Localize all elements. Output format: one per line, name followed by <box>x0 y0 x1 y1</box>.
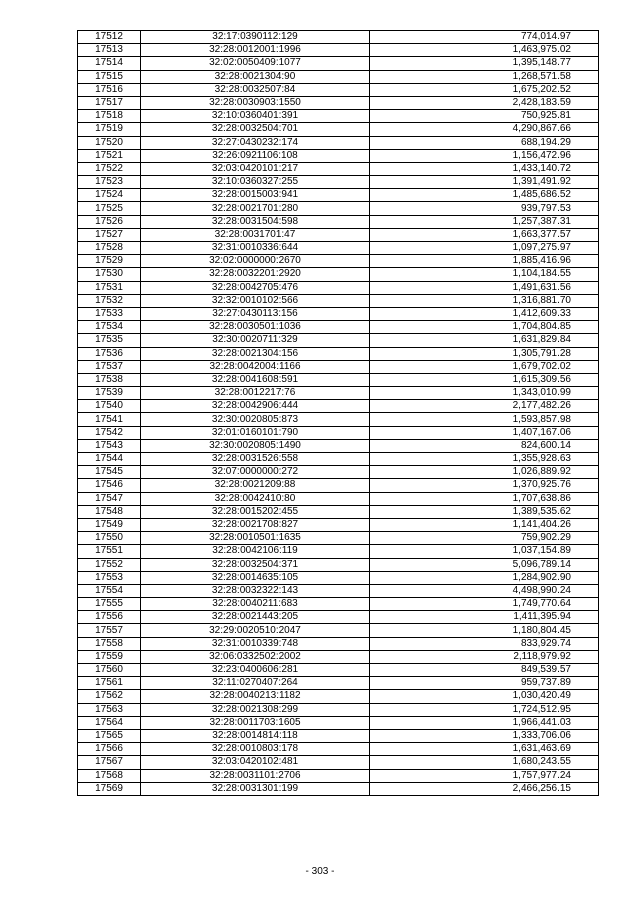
table-row <box>78 729 599 742</box>
cadastral-number-cell: 32:27:0430232:174 <box>141 136 370 149</box>
table-row <box>78 321 599 334</box>
value-cell: 1,370,925.76 <box>370 479 599 492</box>
value-cell: 1,463,975.02 <box>370 44 599 57</box>
value-cell: 2,177,482.26 <box>370 400 599 413</box>
table-row <box>78 57 599 70</box>
row-number-cell: 17515 <box>78 70 141 83</box>
value-cell: 1,333,706.06 <box>370 729 599 742</box>
row-number-cell: 17566 <box>78 743 141 756</box>
value-cell: 1,593,857.98 <box>370 413 599 426</box>
row-number-cell: 17525 <box>78 202 141 215</box>
table-row <box>78 650 599 663</box>
row-number-cell: 17516 <box>78 83 141 96</box>
table-row <box>78 479 599 492</box>
table-row <box>78 518 599 531</box>
table-row <box>78 611 599 624</box>
row-number-cell: 17530 <box>78 268 141 281</box>
cadastral-number-cell: 32:30:0020805:873 <box>141 413 370 426</box>
table-row <box>78 703 599 716</box>
table-row <box>78 532 599 545</box>
row-number-cell: 17556 <box>78 611 141 624</box>
value-cell: 1,679,702.02 <box>370 360 599 373</box>
value-cell: 849,539.57 <box>370 664 599 677</box>
cadastral-number-cell: 32:28:0031101:2706 <box>141 769 370 782</box>
value-cell: 1,724,512.95 <box>370 703 599 716</box>
cadastral-number-cell: 32:28:0031301:199 <box>141 782 370 795</box>
table-row <box>78 228 599 241</box>
row-number-cell: 17559 <box>78 650 141 663</box>
cadastral-number-cell: 32:28:0032504:371 <box>141 558 370 571</box>
value-cell: 1,485,686.52 <box>370 189 599 202</box>
row-number-cell: 17561 <box>78 677 141 690</box>
table-row <box>78 439 599 452</box>
table-row <box>78 307 599 320</box>
table-row <box>78 756 599 769</box>
row-number-cell: 17543 <box>78 439 141 452</box>
table-row <box>78 782 599 795</box>
page-number: - 303 - <box>305 866 335 877</box>
table-row <box>78 545 599 558</box>
cadastral-number-cell: 32:30:0020711:329 <box>141 334 370 347</box>
value-cell: 1,097,275.97 <box>370 242 599 255</box>
table-row <box>78 624 599 637</box>
value-cell: 2,428,183.59 <box>370 96 599 109</box>
value-cell: 1,026,889.92 <box>370 466 599 479</box>
table-row <box>78 426 599 439</box>
value-cell: 1,412,609.33 <box>370 307 599 320</box>
table-row <box>78 189 599 202</box>
value-cell: 1,757,977.24 <box>370 769 599 782</box>
row-number-cell: 17514 <box>78 57 141 70</box>
cadastral-number-cell: 32:32:0010102:566 <box>141 294 370 307</box>
cadastral-value-table <box>77 30 599 796</box>
cadastral-number-cell: 32:06:0332502:2002 <box>141 650 370 663</box>
cadastral-number-cell: 32:28:0042106:119 <box>141 545 370 558</box>
value-cell: 1,675,202.52 <box>370 83 599 96</box>
cadastral-number-cell: 32:01:0160101:790 <box>141 426 370 439</box>
value-cell: 1,037,154.89 <box>370 545 599 558</box>
table-row <box>78 637 599 650</box>
cadastral-number-cell: 32:28:0042906:444 <box>141 400 370 413</box>
row-number-cell: 17517 <box>78 96 141 109</box>
row-number-cell: 17536 <box>78 347 141 360</box>
value-cell: 1,407,167.06 <box>370 426 599 439</box>
row-number-cell: 17548 <box>78 505 141 518</box>
row-number-cell: 17534 <box>78 321 141 334</box>
table-row <box>78 202 599 215</box>
cadastral-number-cell: 32:28:0010803:178 <box>141 743 370 756</box>
cadastral-number-cell: 32:28:0021443:205 <box>141 611 370 624</box>
row-number-cell: 17544 <box>78 453 141 466</box>
value-cell: 1,156,472.96 <box>370 149 599 162</box>
row-number-cell: 17546 <box>78 479 141 492</box>
value-cell: 5,096,789.14 <box>370 558 599 571</box>
value-cell: 1,615,309.56 <box>370 373 599 386</box>
row-number-cell: 17558 <box>78 637 141 650</box>
value-cell: 833,929.74 <box>370 637 599 650</box>
table-row <box>78 677 599 690</box>
cadastral-number-cell: 32:28:0042705:476 <box>141 281 370 294</box>
value-cell: 939,797.53 <box>370 202 599 215</box>
table-row <box>78 123 599 136</box>
value-cell: 1,395,148.77 <box>370 57 599 70</box>
row-number-cell: 17529 <box>78 255 141 268</box>
table-row <box>78 268 599 281</box>
table-row <box>78 466 599 479</box>
table-row <box>78 373 599 386</box>
table-row <box>78 176 599 189</box>
row-number-cell: 17512 <box>78 31 141 44</box>
table-row <box>78 70 599 83</box>
cadastral-number-cell: 32:29:0020510:2047 <box>141 624 370 637</box>
cadastral-number-cell: 32:28:0042004:1166 <box>141 360 370 373</box>
table-row <box>78 769 599 782</box>
cadastral-number-cell: 32:03:0420101:217 <box>141 162 370 175</box>
value-cell: 959,737.89 <box>370 677 599 690</box>
row-number-cell: 17521 <box>78 149 141 162</box>
cadastral-number-cell: 32:10:0360327:255 <box>141 176 370 189</box>
row-number-cell: 17524 <box>78 189 141 202</box>
value-cell: 2,466,256.15 <box>370 782 599 795</box>
row-number-cell: 17547 <box>78 492 141 505</box>
row-number-cell: 17562 <box>78 690 141 703</box>
table-row <box>78 31 599 44</box>
row-number-cell: 17545 <box>78 466 141 479</box>
value-cell: 1,343,010.99 <box>370 387 599 400</box>
value-cell: 1,663,377.57 <box>370 228 599 241</box>
row-number-cell: 17555 <box>78 598 141 611</box>
cadastral-number-cell: 32:31:0010339:748 <box>141 637 370 650</box>
value-cell: 1,631,829.84 <box>370 334 599 347</box>
cadastral-number-cell: 32:28:0032507:84 <box>141 83 370 96</box>
cadastral-number-cell: 32:17:0390112:129 <box>141 31 370 44</box>
table-row <box>78 334 599 347</box>
cadastral-number-cell: 32:28:0031504:598 <box>141 215 370 228</box>
cadastral-number-cell: 32:11:0270407:264 <box>141 677 370 690</box>
cadastral-number-cell: 32:28:0030903:1550 <box>141 96 370 109</box>
cadastral-number-cell: 32:30:0020805:1490 <box>141 439 370 452</box>
cadastral-number-cell: 32:28:0010501:1635 <box>141 532 370 545</box>
row-number-cell: 17551 <box>78 545 141 558</box>
value-cell: 1,257,387.31 <box>370 215 599 228</box>
value-cell: 4,498,990.24 <box>370 584 599 597</box>
table-row <box>78 453 599 466</box>
value-cell: 759,902.29 <box>370 532 599 545</box>
value-cell: 774,014.97 <box>370 31 599 44</box>
cadastral-number-cell: 32:28:0015003:941 <box>141 189 370 202</box>
cadastral-number-cell: 32:28:0042410:80 <box>141 492 370 505</box>
value-cell: 1,355,928.63 <box>370 453 599 466</box>
row-number-cell: 17531 <box>78 281 141 294</box>
table-row <box>78 215 599 228</box>
table-row <box>78 149 599 162</box>
cadastral-number-cell: 32:28:0032322:143 <box>141 584 370 597</box>
row-number-cell: 17522 <box>78 162 141 175</box>
row-number-cell: 17557 <box>78 624 141 637</box>
cadastral-number-cell: 32:02:0000000:2670 <box>141 255 370 268</box>
row-number-cell: 17563 <box>78 703 141 716</box>
table-body <box>78 31 599 796</box>
cadastral-number-cell: 32:28:0031526:558 <box>141 453 370 466</box>
cadastral-number-cell: 32:02:0050409:1077 <box>141 57 370 70</box>
row-number-cell: 17541 <box>78 413 141 426</box>
cadastral-number-cell: 32:27:0430113:156 <box>141 307 370 320</box>
table-row <box>78 162 599 175</box>
row-number-cell: 17523 <box>78 176 141 189</box>
row-number-cell: 17540 <box>78 400 141 413</box>
cadastral-number-cell: 32:28:0041608:591 <box>141 373 370 386</box>
value-cell: 1,491,631.56 <box>370 281 599 294</box>
row-number-cell: 17532 <box>78 294 141 307</box>
row-number-cell: 17550 <box>78 532 141 545</box>
value-cell: 1,704,804.85 <box>370 321 599 334</box>
cadastral-number-cell: 32:28:0012217:76 <box>141 387 370 400</box>
row-number-cell: 17535 <box>78 334 141 347</box>
cadastral-number-cell: 32:28:0030501:1036 <box>141 321 370 334</box>
table-row <box>78 505 599 518</box>
table-row <box>78 664 599 677</box>
row-number-cell: 17518 <box>78 110 141 123</box>
row-number-cell: 17513 <box>78 44 141 57</box>
table-row <box>78 387 599 400</box>
cadastral-number-cell: 32:28:0021304:156 <box>141 347 370 360</box>
row-number-cell: 17542 <box>78 426 141 439</box>
table-row <box>78 136 599 149</box>
cadastral-number-cell: 32:28:0040211:683 <box>141 598 370 611</box>
value-cell: 1,680,243.55 <box>370 756 599 769</box>
table-row <box>78 400 599 413</box>
row-number-cell: 17554 <box>78 584 141 597</box>
table-row <box>78 347 599 360</box>
row-number-cell: 17560 <box>78 664 141 677</box>
table-row <box>78 110 599 123</box>
value-cell: 4,290,867.66 <box>370 123 599 136</box>
row-number-cell: 17569 <box>78 782 141 795</box>
table-row <box>78 413 599 426</box>
cadastral-number-cell: 32:28:0031701:47 <box>141 228 370 241</box>
value-cell: 1,316,881.70 <box>370 294 599 307</box>
value-cell: 688,194.29 <box>370 136 599 149</box>
cadastral-number-cell: 32:28:0012001:1996 <box>141 44 370 57</box>
value-cell: 1,411,395.94 <box>370 611 599 624</box>
value-cell: 1,141,404.26 <box>370 518 599 531</box>
row-number-cell: 17538 <box>78 373 141 386</box>
value-cell: 1,389,535.62 <box>370 505 599 518</box>
table-row <box>78 716 599 729</box>
row-number-cell: 17568 <box>78 769 141 782</box>
row-number-cell: 17537 <box>78 360 141 373</box>
row-number-cell: 17519 <box>78 123 141 136</box>
cadastral-number-cell: 32:28:0021308:299 <box>141 703 370 716</box>
cadastral-number-cell: 32:28:0014814:118 <box>141 729 370 742</box>
table-row <box>78 690 599 703</box>
table-row <box>78 492 599 505</box>
row-number-cell: 17539 <box>78 387 141 400</box>
cadastral-number-cell: 32:23:0400606:281 <box>141 664 370 677</box>
value-cell: 750,925.81 <box>370 110 599 123</box>
value-cell: 1,433,140.72 <box>370 162 599 175</box>
table-row <box>78 281 599 294</box>
value-cell: 1,707,638.86 <box>370 492 599 505</box>
table-row <box>78 558 599 571</box>
value-cell: 1,966,441.03 <box>370 716 599 729</box>
value-cell: 1,180,804.45 <box>370 624 599 637</box>
value-cell: 1,749,770.64 <box>370 598 599 611</box>
cadastral-number-cell: 32:07:0000000:272 <box>141 466 370 479</box>
value-cell: 1,104,184.55 <box>370 268 599 281</box>
row-number-cell: 17526 <box>78 215 141 228</box>
table-row <box>78 83 599 96</box>
table-row <box>78 242 599 255</box>
cadastral-number-cell: 32:28:0015202:455 <box>141 505 370 518</box>
cadastral-number-cell: 32:28:0032201:2920 <box>141 268 370 281</box>
value-cell: 1,885,416.96 <box>370 255 599 268</box>
table-row <box>78 584 599 597</box>
cadastral-number-cell: 32:28:0014635:105 <box>141 571 370 584</box>
value-cell: 824,600.14 <box>370 439 599 452</box>
cadastral-number-cell: 32:26:0921106:108 <box>141 149 370 162</box>
row-number-cell: 17533 <box>78 307 141 320</box>
row-number-cell: 17567 <box>78 756 141 769</box>
cadastral-number-cell: 32:28:0032504:701 <box>141 123 370 136</box>
cadastral-number-cell: 32:28:0040213:1182 <box>141 690 370 703</box>
table-row <box>78 598 599 611</box>
table-row <box>78 743 599 756</box>
row-number-cell: 17549 <box>78 518 141 531</box>
row-number-cell: 17564 <box>78 716 141 729</box>
cadastral-number-cell: 32:28:0021304:90 <box>141 70 370 83</box>
cadastral-number-cell: 32:28:0021701:280 <box>141 202 370 215</box>
row-number-cell: 17565 <box>78 729 141 742</box>
row-number-cell: 17520 <box>78 136 141 149</box>
value-cell: 1,305,791.28 <box>370 347 599 360</box>
row-number-cell: 17527 <box>78 228 141 241</box>
cadastral-number-cell: 32:28:0011703:1605 <box>141 716 370 729</box>
value-cell: 1,631,463.69 <box>370 743 599 756</box>
value-cell: 1,268,571.58 <box>370 70 599 83</box>
row-number-cell: 17528 <box>78 242 141 255</box>
row-number-cell: 17553 <box>78 571 141 584</box>
table-row <box>78 44 599 57</box>
table-row <box>78 360 599 373</box>
value-cell: 1,391,491.92 <box>370 176 599 189</box>
table-row <box>78 294 599 307</box>
cadastral-number-cell: 32:31:0010336:644 <box>141 242 370 255</box>
row-number-cell: 17552 <box>78 558 141 571</box>
value-cell: 1,284,902.90 <box>370 571 599 584</box>
table-row <box>78 571 599 584</box>
cadastral-number-cell: 32:28:0021708:827 <box>141 518 370 531</box>
table-row <box>78 96 599 109</box>
cadastral-number-cell: 32:10:0360401:391 <box>141 110 370 123</box>
value-cell: 2,118,979.92 <box>370 650 599 663</box>
cadastral-number-cell: 32:28:0021209:88 <box>141 479 370 492</box>
cadastral-number-cell: 32:03:0420102:481 <box>141 756 370 769</box>
value-cell: 1,030,420.49 <box>370 690 599 703</box>
table-row <box>78 255 599 268</box>
